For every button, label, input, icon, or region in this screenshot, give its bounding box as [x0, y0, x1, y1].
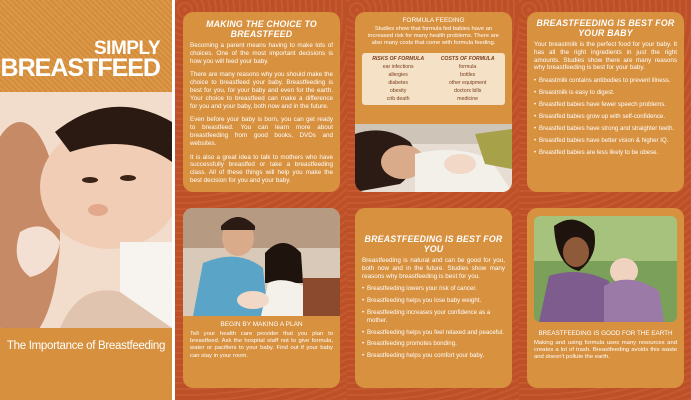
cover-title-simply: SIMPLY: [94, 38, 160, 59]
earth-text: Making and using formula uses many resources and creates a lot of trash. Breastfeeding avoids this waste and doesn't pollute the earth.: [534, 340, 677, 361]
cost-cell: doctors bills: [453, 88, 482, 94]
plan-card: [183, 208, 340, 388]
list-item: • Breastfeeding increases your confidence as a mother.: [362, 309, 505, 324]
best-baby-list: [534, 77, 677, 156]
earth-heading: BREASTFEEDING IS GOOD FOR THE EARTH: [538, 330, 673, 337]
list-item: • Breastfeeding lowers your risk of cancer.: [362, 285, 505, 292]
list-item: • Breastmilk is easy to digest.: [534, 89, 677, 96]
plan-family-photo: [183, 208, 340, 316]
table-row: [364, 71, 503, 79]
formula-intro: Studies show that formula fed babies have an increased risk for many health problems. There are also many costs that come with formula feeding.: [367, 26, 500, 46]
best-you-card: [355, 208, 512, 388]
list-item: • Breastfeeding helps you comfort your baby.: [362, 352, 505, 359]
list-item: • Breastfeeding helps you feel relaxed and peaceful.: [362, 329, 505, 336]
cost-cell: bottles: [459, 72, 476, 78]
table-row: [364, 63, 503, 71]
best-you-heading: BREASTFEEDING IS BEST FOR YOU: [364, 234, 503, 254]
plan-text: Tell your health care provider that you plan to breastfeed. Ask the hospital staff not to give formula, water or pacifiers to your baby. Find out if your baby can stay in your room.: [190, 331, 333, 359]
list-item: • Breastfeeding helps you lose baby weight.: [362, 297, 505, 304]
table-row: [364, 79, 503, 87]
earth-mother-photo: [534, 216, 677, 322]
cover-subtitle: The Importance of Breastfeeding: [6, 340, 166, 352]
table-row: [364, 87, 503, 95]
plan-heading: BEGIN BY MAKING A PLAN: [220, 321, 303, 328]
formula-card: [355, 12, 512, 192]
choice-paragraph-3: Even before your baby is born, you can get ready to breastfeed. You can learn more about breastfeeding from good books, DVDs and websites.: [190, 116, 333, 147]
best-you-intro: Breastfeeding is natural and can be good for you, both now and in the future. Studies show many reasons why breastfeeding is best for you.: [362, 257, 505, 280]
cover-baby-photo: [0, 92, 172, 328]
cover-title-breastfeed: BREASTFEED: [0, 54, 160, 82]
list-item: • Breastfed babies have fewer speech problems.: [534, 101, 677, 108]
cost-cell: formula: [458, 64, 477, 70]
choice-heading: MAKING THE CHOICE TO BREASTFEED: [206, 19, 317, 39]
cost-cell: medicine: [457, 96, 479, 102]
col-risks-header: RISKS OF FORMULA: [372, 56, 425, 62]
best-baby-intro: Your breastmilk is the perfect food for your baby. It has all the right ingredients in just the right amounts. Studies show there are many reasons why breastfeeding is best for your baby.: [534, 41, 677, 72]
list-item: • Breastfeeding promotes bonding.: [362, 340, 505, 347]
formula-heading: FORMULA FEEDING: [402, 17, 465, 24]
best-baby-heading: BREASTFEEDING IS BEST FOR YOUR BABY: [536, 18, 675, 38]
choice-paragraph-2: There are many reasons why you should make the choice to breastfeed your baby. Breastfeeding is best for you, for your baby and even for the earth. Your choice to breastfeed can make a difference for you and your baby, both now and in the future.: [190, 71, 333, 110]
risk-cell: obesity: [389, 88, 407, 94]
list-item: • Breastfed babies are less likely to be obese.: [534, 149, 677, 156]
risk-cell: allergies: [388, 72, 408, 78]
formula-table: [364, 55, 503, 103]
best-baby-card: [527, 12, 684, 192]
choice-card: [183, 12, 340, 192]
table-row: [364, 95, 503, 103]
col-costs-header: COSTS OF FORMULA: [440, 56, 495, 62]
risk-cell: crib death: [386, 96, 410, 102]
list-item: • Breastfed babies have better vision & higher IQ.: [534, 137, 677, 144]
formula-mother-photo: [355, 124, 512, 192]
list-item: • Breastfed babies grow up with self-confidence.: [534, 113, 677, 120]
list-item: • Breastfed babies have strong and straighter teeth.: [534, 125, 677, 132]
formula-table-box: [362, 53, 505, 105]
cost-cell: other equipment: [448, 80, 487, 86]
choice-paragraph-1: Becoming a parent means having to make lots of choices. One of the most important decisions is how you will feed your baby.: [190, 42, 333, 65]
risk-cell: diabetes: [388, 80, 408, 86]
risk-cell: ear infections: [382, 64, 414, 70]
choice-paragraph-4: It is also a great idea to talk to mothers who have successfully breastfed or take a breastfeeding class. All of these things will help you make the best decision for you and your baby.: [190, 153, 333, 184]
best-you-list: [362, 285, 505, 359]
cover-panel: [0, 0, 172, 400]
list-item: • Breastmilk contains antibodies to prevent illness.: [534, 77, 677, 84]
earth-card: [527, 208, 684, 388]
